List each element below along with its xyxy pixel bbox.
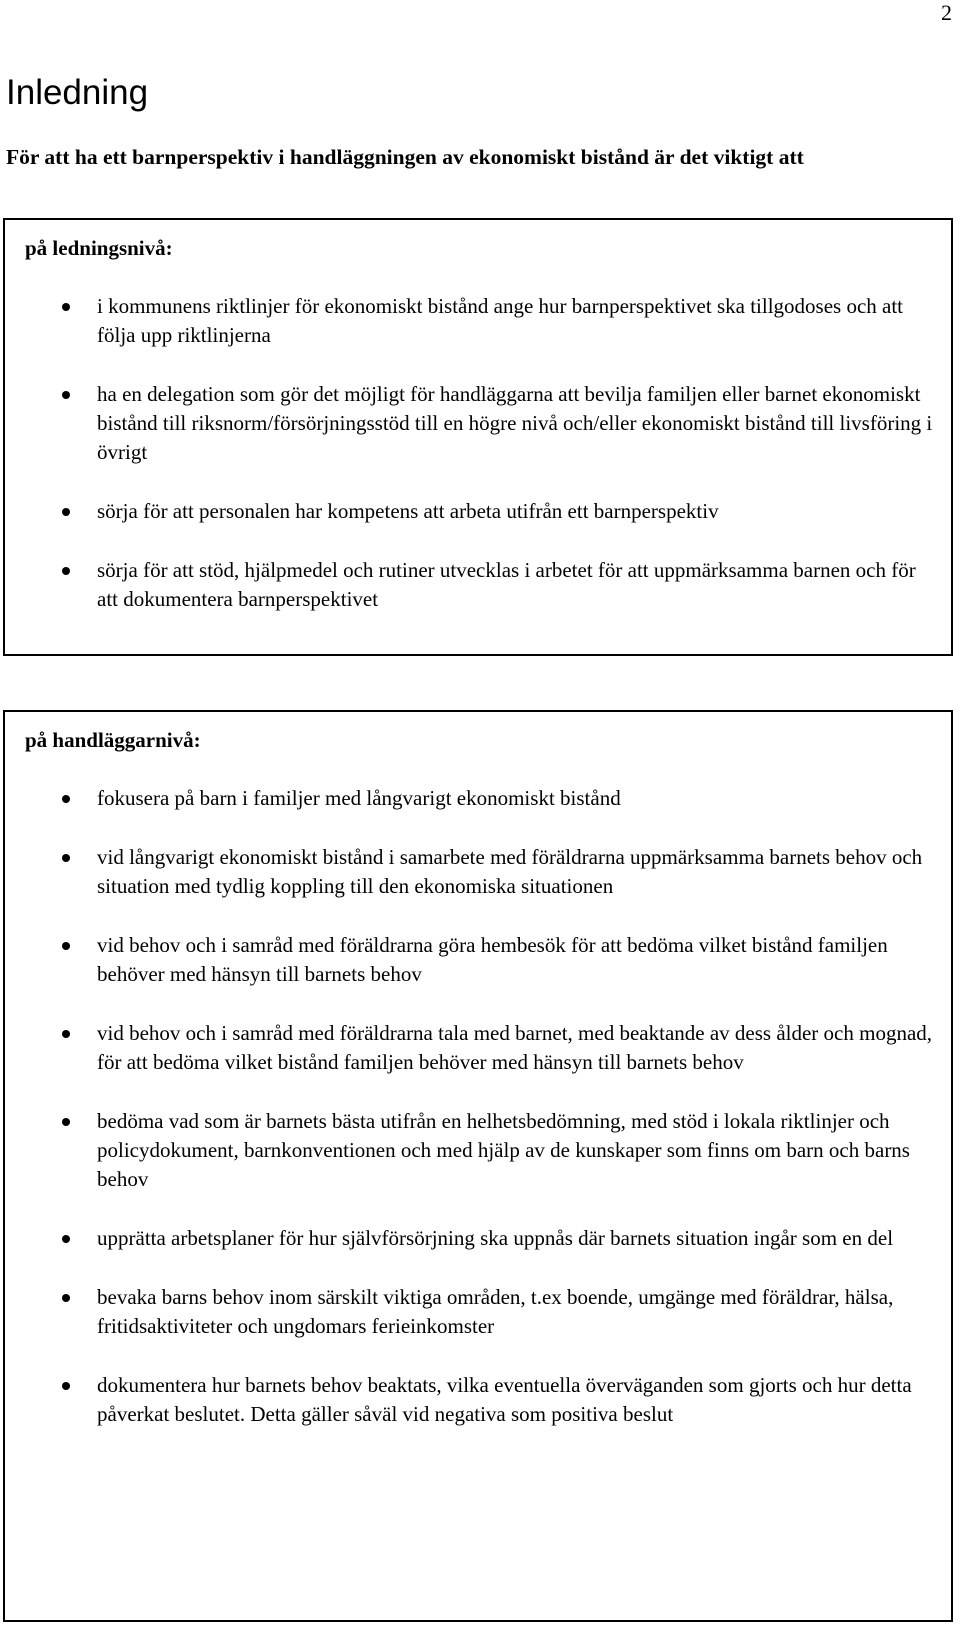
list-item <box>5 1283 937 1341</box>
bullet-icon <box>62 1294 70 1302</box>
list-item <box>5 292 937 350</box>
list-item-text: vid behov och i samråd med föräldrarna göra hembesök för att bedöma vilket bistånd familjen behöver med hänsyn till barnets behov <box>97 933 888 986</box>
list-item-text: bedöma vad som är barnets bästa utifrån en helhetsbedömning, med stöd i lokala riktlinjer och policydokument, barnkonventionen och med hjälp av de kunskaper som finns om barn och barns behov <box>97 1109 910 1191</box>
bullet-icon <box>62 508 70 516</box>
section-box-management <box>3 218 953 656</box>
list-item-text: fokusera på barn i familjer med långvarigt ekonomiskt bistånd <box>97 786 621 810</box>
list-item <box>5 1107 937 1194</box>
bullet-icon <box>62 303 70 311</box>
bullet-icon <box>62 1118 70 1126</box>
list-item <box>5 784 937 813</box>
list-item <box>5 931 937 989</box>
list-item-text: dokumentera hur barnets behov beaktats, vilka eventuella överväganden som gjorts och hur detta påverkat beslutet. Detta gäller såväl vid negativa som positiva beslut <box>97 1373 912 1426</box>
page-number: 2 <box>941 0 952 25</box>
list-item <box>5 1224 937 1253</box>
bullet-icon <box>62 391 70 399</box>
list-item-text: vid behov och i samråd med föräldrarna tala med barnet, med beaktande av dess ålder och mognad, för att bedöma vilket bistånd familjen behöver med hänsyn till barnets behov <box>97 1021 933 1074</box>
list-item-text: i kommunens riktlinjer för ekonomiskt bistånd ange hur barnperspektivet ska tillgodoses och att följa upp riktlinjerna <box>97 294 904 347</box>
list-item-text: upprätta arbetsplaner för hur självförsörjning ska uppnås där barnets situation ingår som en del <box>97 1226 894 1250</box>
bullet-icon <box>62 795 70 803</box>
list-item <box>5 1019 937 1077</box>
section-box-caseworker <box>3 710 953 1622</box>
page-title: Inledning <box>6 73 149 112</box>
bullet-icon <box>62 1235 70 1243</box>
intro-text: För att ha ett barnperspektiv i handläggningen av ekonomiskt bistånd är det viktigt att <box>6 145 804 169</box>
list-item-text: sörja för att personalen har kompetens att arbeta utifrån ett barnperspektiv <box>97 499 719 523</box>
list-item-text: ha en delegation som gör det möjligt för handläggarna att bevilja familjen eller barnet ekonomiskt bistånd till riksnorm/försörjningsstöd till en högre nivå och/eller ekonomiskt bistånd till livsföring i övrigt <box>97 382 933 464</box>
list-item-text: sörja för att stöd, hjälpmedel och rutiner utvecklas i arbetet för att uppmärksamma barnen och för att dokumentera barnperspektivet <box>97 558 916 611</box>
bullet-icon <box>62 1382 70 1390</box>
bullet-list <box>5 784 937 1459</box>
bullet-icon <box>62 567 70 575</box>
list-item <box>5 1371 937 1429</box>
list-item <box>5 497 937 526</box>
list-item <box>5 843 937 901</box>
bullet-icon <box>62 854 70 862</box>
list-item <box>5 556 937 614</box>
bullet-list <box>5 292 937 644</box>
section-title: på handläggarnivå: <box>25 728 201 752</box>
bullet-icon <box>62 942 70 950</box>
bullet-icon <box>62 1030 70 1038</box>
list-item-text: vid långvarigt ekonomiskt bistånd i samarbete med föräldrarna uppmärksamma barnets behov och situation med tydlig koppling till den ekonomiska situationen <box>97 845 923 898</box>
list-item-text: bevaka barns behov inom särskilt viktiga områden, t.ex boende, umgänge med föräldrar, hälsa, fritidsaktiviteter och ungdomars ferieinkomster <box>97 1285 894 1338</box>
list-item <box>5 380 937 467</box>
section-title: på ledningsnivå: <box>25 236 173 260</box>
